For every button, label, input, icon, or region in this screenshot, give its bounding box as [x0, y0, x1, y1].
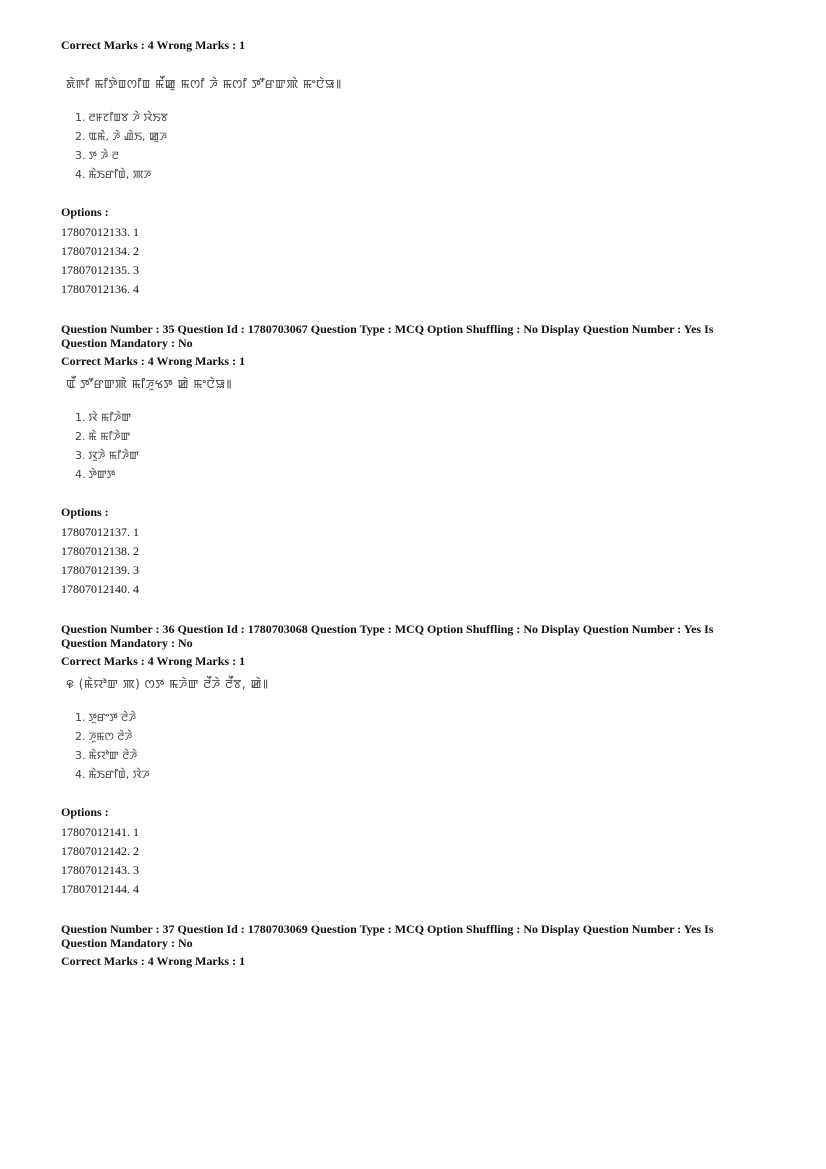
- option-id: 17807012142. 2: [61, 844, 139, 858]
- options-label: Options :: [61, 805, 109, 819]
- option-item: 4. ꯃꯥꯏꯔꯤꯡꯥ, ꯋꯥꯍ: [75, 768, 150, 781]
- option-id: 17807012136. 4: [61, 282, 139, 296]
- marks-line: Correct Marks : 4 Wrong Marks : 1: [61, 654, 246, 668]
- option-item: 3. ꯋꯨꯍꯥ ꯃꯤꯍꯥꯛ: [75, 449, 139, 462]
- options-label: Options :: [61, 505, 109, 519]
- option-id-list: [61, 223, 761, 299]
- option-id: 17807012133. 1: [61, 225, 139, 239]
- option-item: 3. ꯃꯥꯌꯣꯛ ꯂꯥꯍꯥ: [75, 749, 138, 762]
- option-item: 1. ꯂꯝꯖꯤꯡꯕ ꯍꯥ ꯋꯥꯏꯕ: [75, 111, 168, 124]
- question-text: ꯶ (ꯃꯥꯌꯣꯛ ꯄ) ꯁꯇ ꯃꯍꯥꯛ ꯂꯩꯍꯥ ꯂꯩꯕ, ꯀꯥ꯫: [66, 677, 269, 691]
- option-id-list: [61, 823, 761, 899]
- question-header: Question Number : 35 Question Id : 1780703067 Question Type : MCQ Option Shuffling : No Display Question Number : Yes Is Question Mandatory : No: [61, 322, 714, 350]
- option-id: 17807012134. 2: [61, 244, 139, 258]
- question-header: Question Number : 36 Question Id : 1780703068 Question Type : MCQ Option Shuffling : No Display Question Number : Yes Is Question Mandatory : No: [61, 622, 714, 650]
- option-item: 1. ꯋꯥ ꯃꯤꯍꯥꯛ: [75, 411, 132, 424]
- option-id: 17807012140. 4: [61, 582, 139, 596]
- question-header: Question Number : 37 Question Id : 1780703069 Question Type : MCQ Option Shuffling : No Display Question Number : Yes Is Question Mandatory : No: [61, 922, 714, 950]
- option-list: [75, 108, 761, 184]
- option-item: 4. ꯇꯥꯛꯇ: [75, 468, 116, 481]
- option-id-list: [61, 523, 761, 599]
- option-id: 17807012141. 1: [61, 825, 139, 839]
- document-page: [61, 38, 761, 976]
- option-id: 17807012143. 3: [61, 863, 139, 877]
- option-id: 17807012135. 3: [61, 263, 139, 277]
- option-id: 17807012137. 1: [61, 525, 139, 539]
- option-id: 17807012139. 3: [61, 563, 139, 577]
- option-list: [75, 708, 761, 784]
- option-item: 2. ꯃꯥ ꯃꯤꯍꯥꯛ: [75, 430, 131, 443]
- marks-line: Correct Marks : 4 Wrong Marks : 1: [61, 38, 246, 52]
- marks-line: Correct Marks : 4 Wrong Marks : 1: [61, 954, 246, 968]
- question-text: ꯗꯥꯒꯤ ꯃꯤꯇꯥꯡꯁꯤꯡ ꯃꯩꯀꯨ ꯃꯁꯤ ꯍꯥ ꯃꯁꯤ ꯇꯧꯔꯛꯄꯥ ꯃꯦꯅꯥꯎ꯫: [66, 77, 342, 91]
- option-list: [75, 408, 761, 484]
- option-item: 2. ꯍꯨꯃꯁ ꯂꯥꯍꯥ: [75, 730, 133, 743]
- question-text: ꯑꯩ ꯇꯧꯔꯛꯄꯥ ꯃꯤꯍꯨꯠꯇ ꯀꯥ ꯃꯦꯅꯥꯎ꯫: [66, 377, 233, 391]
- option-item: 1. ꯇꯨꯔꯦꯇ ꯂꯥꯍꯥ: [75, 711, 137, 724]
- option-item: 2. ꯑꯃꯥ, ꯍꯥ ꯉꯥꯏ, ꯀꯨꯍ: [75, 130, 168, 143]
- marks-line: Correct Marks : 4 Wrong Marks : 1: [61, 354, 246, 368]
- option-id: 17807012144. 4: [61, 882, 139, 896]
- options-label: Options :: [61, 205, 109, 219]
- option-id: 17807012138. 2: [61, 544, 139, 558]
- option-item: 4. ꯃꯥꯏꯔꯤꯡꯥ, ꯄꯍ: [75, 168, 152, 181]
- option-item: 3. ꯇ ꯍꯥ ꯂ: [75, 149, 119, 162]
